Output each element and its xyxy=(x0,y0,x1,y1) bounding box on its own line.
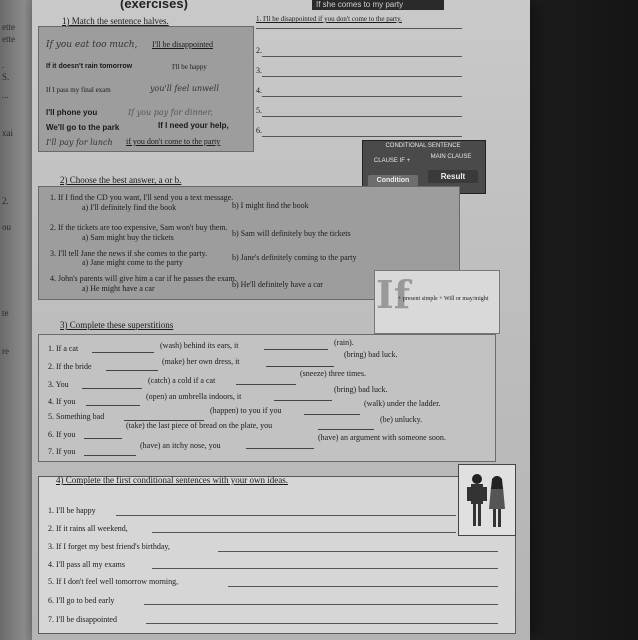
s3-blank[interactable] xyxy=(86,397,140,406)
under-fragment: . xyxy=(2,60,5,70)
answer-rule[interactable] xyxy=(228,586,498,587)
s3-item-end: (be) unlucky. xyxy=(380,415,423,424)
s3-item-mid: (open) an umbrella indoors, it xyxy=(146,392,242,401)
s3-item-end: (walk) under the ladder. xyxy=(364,399,441,408)
s3-blank[interactable] xyxy=(246,440,314,449)
s2-question: 4. John's parents will give him a car if he passes the exam. xyxy=(50,274,237,283)
under-fragment: S. xyxy=(2,72,10,82)
s4-item: 4. I'll pass all my exams xyxy=(48,560,125,569)
s3-item-start: 2. If the bride xyxy=(48,362,92,371)
s1-answer-line: 1. I'll be disappointed if you don't come to the party. xyxy=(256,15,402,23)
s3-item-end: (have) an argument with someone soon. xyxy=(318,433,446,442)
section1-title: 1) Match the sentence halves. xyxy=(62,16,169,26)
answer-rule[interactable] xyxy=(116,515,456,516)
s3-blank[interactable] xyxy=(236,376,296,385)
s1-left-item: I'll pay for lunch xyxy=(46,138,113,147)
diagram-heading: CONDITIONAL SENTENCE xyxy=(385,143,461,149)
s3-item-mid: (make) her own dress, it xyxy=(162,357,240,366)
s2-option-b: b) Sam will definitely buy the tickets xyxy=(232,229,351,238)
under-fragment: ... xyxy=(2,90,9,100)
answer-rule xyxy=(262,116,462,117)
s1-left-item: If I pass my final exam xyxy=(46,86,111,94)
top-note: If she comes to my party xyxy=(312,0,444,10)
s1-answer-line: 5. xyxy=(256,106,262,115)
s3-item-mid: (wash) behind its ears, it xyxy=(160,341,239,350)
s3-item-end: (bring) bad luck. xyxy=(334,385,388,394)
s3-item-mid: (have) an itchy nose, you xyxy=(140,441,221,450)
s1-left-item: If you eat too much, xyxy=(46,40,138,50)
s1-left-item: If it doesn't rain tomorrow xyxy=(46,63,133,70)
s3-item-end: (sneeze) three times. xyxy=(300,369,366,378)
s3-item-start: 6. If you xyxy=(48,430,76,439)
answer-rule[interactable] xyxy=(152,568,498,569)
s4-item: 2. If it rains all weekend, xyxy=(48,524,128,533)
s3-blank[interactable] xyxy=(92,344,154,353)
under-fragment: 2. xyxy=(2,196,9,206)
diagram-result: Result xyxy=(428,170,478,183)
s3-item-mid: (take) the last piece of bread on the plate, you xyxy=(126,421,273,430)
s3-item-start: 5. Something bad xyxy=(48,412,105,421)
s3-blank[interactable] xyxy=(84,447,136,456)
s1-right-item: If I need your help, xyxy=(158,121,229,130)
page-title: (exercises) xyxy=(120,0,188,11)
s3-item-start: 7. If you xyxy=(48,447,76,456)
s2-option-a: a) Sam might buy the tickets xyxy=(82,233,174,242)
s1-right-item: you'll feel unwell xyxy=(150,84,219,93)
answer-rule xyxy=(262,56,462,57)
students-illustration xyxy=(458,464,516,536)
answer-rule xyxy=(262,136,462,137)
s3-blank[interactable] xyxy=(266,358,334,367)
under-fragment: re xyxy=(2,346,9,356)
s3-blank[interactable] xyxy=(124,412,204,421)
diagram-condition: Condition xyxy=(368,175,418,187)
s1-answer-line: 2. xyxy=(256,46,262,55)
under-fragment: xai xyxy=(2,128,13,138)
s3-blank[interactable] xyxy=(106,362,158,371)
diagram-right-label: MAIN CLAUSE xyxy=(430,154,472,160)
s2-question: 3. I'll tell Jane the news if she comes to the party. xyxy=(50,249,208,258)
section4-title: 4) Complete the first conditional sentences with your own ideas. xyxy=(56,475,288,485)
s3-blank[interactable] xyxy=(84,430,122,439)
answer-rule[interactable] xyxy=(144,604,498,605)
s1-right-item: if you don't come to the party xyxy=(126,137,221,146)
s1-right-item: I'll be happy xyxy=(172,63,207,71)
section3-title: 3) Complete these superstitions xyxy=(60,320,174,330)
diagram-left-label: CLAUSE IF + xyxy=(373,158,411,164)
s1-left-item: We'll go to the park xyxy=(46,123,120,132)
s3-blank[interactable] xyxy=(274,392,332,401)
s1-left-item: I'll phone you xyxy=(46,108,98,117)
under-fragment: te xyxy=(2,308,9,318)
under-fragment: ette xyxy=(2,22,15,32)
s4-item: 1. I'll be happy xyxy=(48,506,96,515)
s4-item: 5. If I don't feel well tomorrow morning, xyxy=(48,577,179,586)
s3-item-end: (bring) bad luck. xyxy=(344,350,398,359)
s3-blank[interactable] xyxy=(264,341,328,350)
s1-right-item: I'll be disappointed xyxy=(152,40,213,49)
s2-option-a: a) I'll definitely find the book xyxy=(82,203,177,212)
students-figure-icon xyxy=(459,465,515,535)
s1-right-item: If you pay for dinner, xyxy=(128,108,213,117)
answer-rule xyxy=(262,76,462,77)
s3-item-mid: (happen) to you if you xyxy=(210,406,282,415)
s4-item: 6. I'll go to bed early xyxy=(48,596,115,605)
s3-item-end: (rain). xyxy=(334,338,354,347)
s4-item: 7. I'll be disappointed xyxy=(48,615,117,624)
s3-blank[interactable] xyxy=(318,421,374,430)
answer-rule[interactable] xyxy=(146,623,498,624)
s4-item: 3. If I forget my best friend's birthday, xyxy=(48,542,170,551)
under-fragment: ou xyxy=(2,222,11,232)
s3-blank[interactable] xyxy=(82,380,142,389)
s2-option-a: a) He might have a car xyxy=(82,284,155,293)
formula-if-symbol: If xyxy=(376,272,411,317)
s3-blank[interactable] xyxy=(304,406,360,415)
s2-option-b: b) He'll definitely have a car xyxy=(232,280,323,289)
section4-panel xyxy=(38,476,516,634)
answer-rule xyxy=(262,96,462,97)
formula-text: + present simple + Will or may/might xyxy=(398,296,489,302)
s2-option-b: b) Jane's definitely coming to the party xyxy=(232,253,357,262)
section2-title: 2) Choose the best answer, a or b. xyxy=(60,175,182,185)
answer-rule[interactable] xyxy=(152,532,456,533)
under-fragment: ette xyxy=(2,34,15,44)
s1-answer-line: 3. xyxy=(256,66,262,75)
s2-question: 2. If the tickets are too expensive, Sam won't buy them. xyxy=(50,223,228,232)
answer-rule xyxy=(256,28,462,29)
s2-question: 1. If I find the CD you want, I'll send you a text message. xyxy=(50,193,234,202)
answer-rule[interactable] xyxy=(218,551,498,552)
s1-answer-line: 6. xyxy=(256,126,262,135)
s3-item-mid: (catch) a cold if a cat xyxy=(148,376,216,385)
s3-item-start: 4. If you xyxy=(48,397,76,406)
s3-item-start: 1. If a cat xyxy=(48,344,79,353)
s3-item-start: 3. You xyxy=(48,380,69,389)
s2-option-b: b) I might find the book xyxy=(232,201,309,210)
s1-answer-line: 4. xyxy=(256,86,262,95)
s2-option-a: a) Jane might come to the party xyxy=(82,258,183,267)
